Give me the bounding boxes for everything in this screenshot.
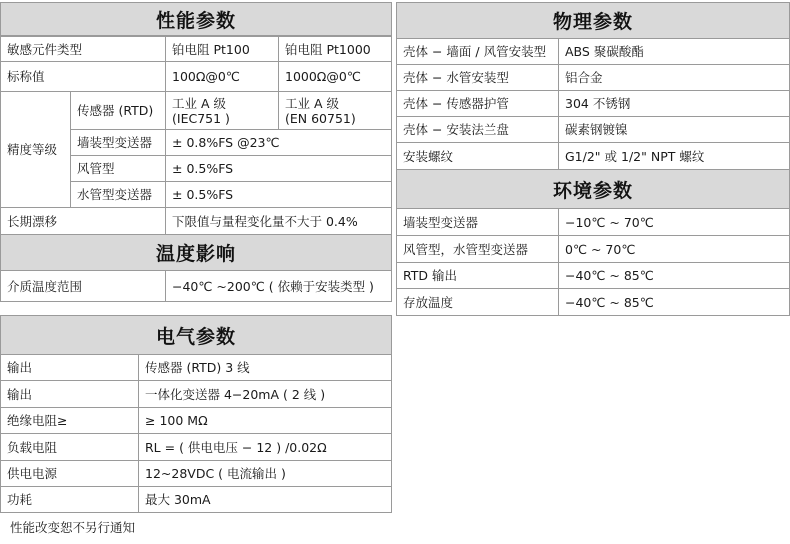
accuracy-wall-value: ± 0.8%FS @23℃ — [165, 129, 392, 156]
accuracy-sensor-pt100-class: 工业 A 级 — [172, 95, 226, 111]
environment-row-value: −40℃ ~ 85℃ — [558, 262, 790, 289]
electrical-row-value: RL = ( 供电电压 − 12 ) /0.02Ω — [138, 433, 392, 461]
accuracy-sensor-pt100-std: (IEC751 ) — [172, 110, 230, 126]
electrical-row-label: 输出 — [0, 354, 139, 381]
physical-row-label: 壳体 − 安装法兰盘 — [396, 116, 559, 143]
electrical-row-label: 负载电阻 — [0, 433, 139, 461]
electrical-row-value: ≥ 100 MΩ — [138, 407, 392, 434]
electrical-row-value: 最大 30mA — [138, 486, 392, 513]
physical-header: 物理参数 — [396, 2, 790, 39]
accuracy-duct-value: ± 0.5%FS — [165, 155, 392, 182]
nominal-pt100: 100Ω@0℃ — [165, 61, 279, 92]
environment-row-label: 存放温度 — [396, 288, 559, 316]
sensor-type-pt100: 铂电阻 Pt100 — [165, 36, 279, 62]
physical-row-label: 安装螺纹 — [396, 142, 559, 170]
electrical-row-value: 一体化变送器 4−20mA ( 2 线 ) — [138, 380, 392, 408]
accuracy-sensor-label: 传感器 (RTD) — [70, 91, 166, 130]
accuracy-sensor-pt1000-std: (EN 60751) — [285, 110, 356, 126]
electrical-header: 电气参数 — [0, 315, 392, 355]
environment-row-label: 风管型，水管型变送器 — [396, 235, 559, 263]
physical-row-label: 壳体 − 水管安装型 — [396, 64, 559, 91]
electrical-row-value: 传感器 (RTD) 3 线 — [138, 354, 392, 381]
drift-value: 下限值与量程变化量不大于 0.4% — [165, 207, 392, 235]
environment-row-value: 0℃ ~ 70℃ — [558, 235, 790, 263]
accuracy-pipe-value: ± 0.5%FS — [165, 181, 392, 208]
electrical-row-label: 绝缘电阻≥ — [0, 407, 139, 434]
electrical-row-label: 功耗 — [0, 486, 139, 513]
physical-row-value: 铝合金 — [558, 64, 790, 91]
accuracy-pipe-label: 水管型变送器 — [70, 181, 166, 208]
performance-header: 性能参数 — [0, 2, 392, 36]
nominal-pt1000: 1000Ω@0℃ — [278, 61, 392, 92]
temperature-header: 温度影响 — [0, 234, 392, 271]
physical-row-label: 壳体 − 墙面 / 风管安装型 — [396, 38, 559, 65]
electrical-row-label: 输出 — [0, 380, 139, 408]
physical-row-label: 壳体 − 传感器护管 — [396, 90, 559, 117]
accuracy-sensor-pt1000-class: 工业 A 级 — [285, 95, 339, 111]
medium-temp-value: −40℃ ~200℃ ( 依赖于安装类型 ) — [165, 270, 392, 302]
footnote: 性能改变恕不另行通知 — [10, 520, 136, 535]
drift-label: 长期漂移 — [0, 207, 166, 235]
physical-row-value: 304 不锈钢 — [558, 90, 790, 117]
accuracy-duct-label: 风管型 — [70, 155, 166, 182]
environment-row-value: −40℃ ~ 85℃ — [558, 288, 790, 316]
accuracy-label: 精度等级 — [0, 91, 71, 208]
environment-row-label: RTD 输出 — [396, 262, 559, 289]
sensor-type-pt1000: 铂电阻 Pt1000 — [278, 36, 392, 62]
accuracy-sensor-pt100 — [165, 91, 279, 130]
environment-row-label: 墙装型变送器 — [396, 208, 559, 236]
physical-row-value: 碳素钢镀镍 — [558, 116, 790, 143]
electrical-row-label: 供电电源 — [0, 460, 139, 487]
physical-row-value: G1/2" 或 1/2" NPT 螺纹 — [558, 142, 790, 170]
electrical-row-value: 12~28VDC ( 电流输出 ) — [138, 460, 392, 487]
environment-row-value: −10℃ ~ 70℃ — [558, 208, 790, 236]
accuracy-wall-label: 墙装型变送器 — [70, 129, 166, 156]
accuracy-sensor-pt1000 — [278, 91, 392, 130]
sensor-type-label: 敏感元件类型 — [0, 36, 166, 62]
environment-header: 环境参数 — [396, 169, 790, 209]
physical-row-value: ABS 聚碳酸酯 — [558, 38, 790, 65]
medium-temp-label: 介质温度范围 — [0, 270, 166, 302]
nominal-label: 标称值 — [0, 61, 166, 92]
